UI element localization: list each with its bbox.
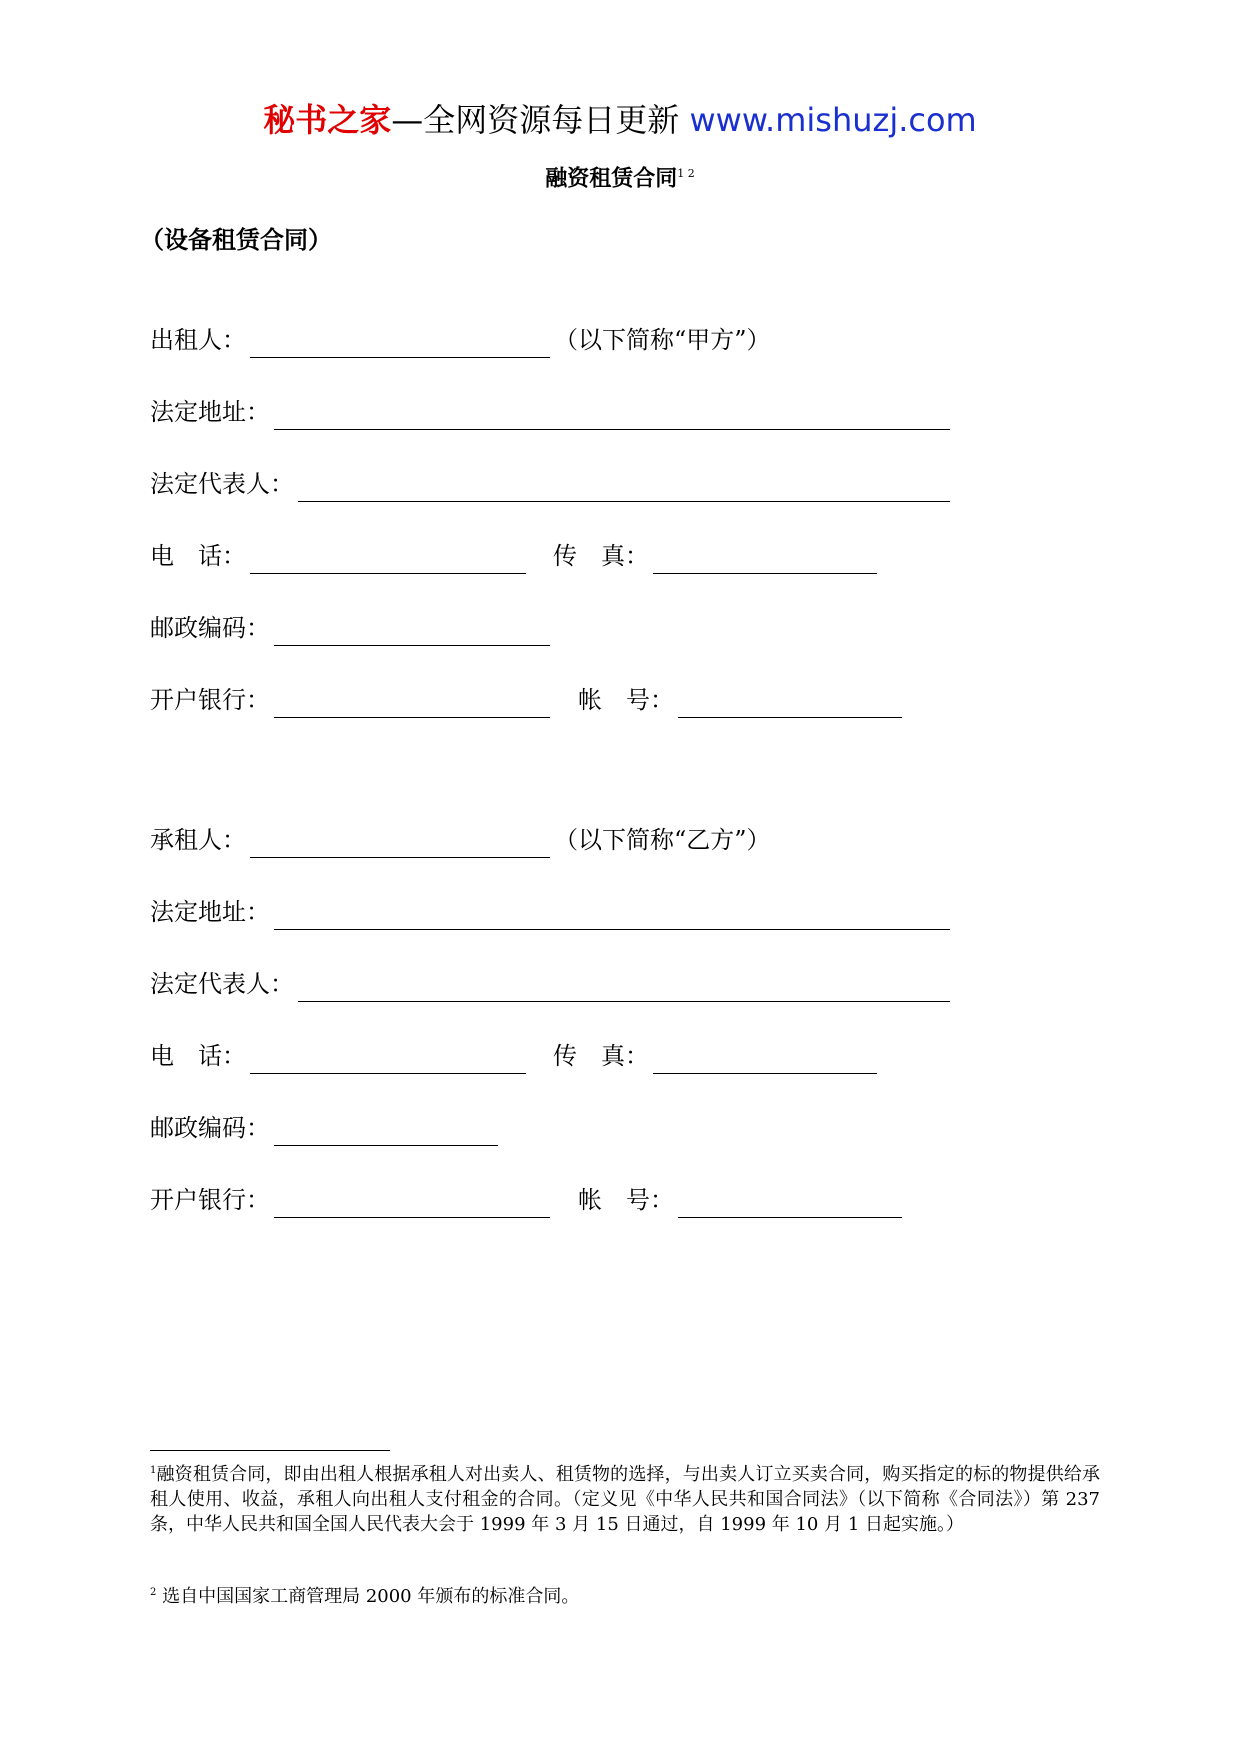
document-subtitle: （设备租赁合同） — [140, 225, 332, 254]
lessor-bank-blank[interactable] — [274, 689, 550, 718]
lessee-account-blank[interactable] — [678, 1189, 902, 1218]
document-title — [0, 158, 1240, 194]
lessor-phone-label: 电 话： — [150, 542, 246, 570]
lessee-name-label: 承租人： — [150, 826, 246, 854]
site-banner — [0, 96, 1240, 144]
lessor-fax-label: 传 真： — [553, 542, 649, 570]
lessee-name-blank[interactable] — [250, 829, 550, 858]
lessor-postcode-field — [150, 610, 550, 646]
lessee-address-label: 法定地址： — [150, 898, 270, 926]
lessee-fax-label: 传 真： — [553, 1042, 649, 1070]
footnote-1 — [150, 1458, 1100, 1537]
lessor-name-label: 出租人： — [150, 326, 246, 354]
lessee-postcode-label: 邮政编码： — [150, 1114, 270, 1142]
lessor-account-field — [578, 682, 902, 718]
document-title-text: 融资租赁合同 — [545, 165, 678, 192]
footnote-2-mark: 2 — [150, 1587, 157, 1598]
title-footnote-refs: 1 2 — [677, 167, 695, 180]
lessor-bank-label: 开户银行： — [150, 686, 270, 714]
lessee-bank-label: 开户银行： — [150, 1186, 270, 1214]
lessee-name-suffix: （以下简称“乙方”） — [554, 826, 771, 854]
lessor-name-field — [150, 322, 771, 358]
lessee-representative-label: 法定代表人： — [150, 970, 294, 998]
lessee-address-blank[interactable] — [274, 901, 950, 930]
lessor-bank-field — [150, 682, 550, 718]
lessor-representative-label: 法定代表人： — [150, 470, 294, 498]
lessee-phone-blank[interactable] — [250, 1045, 526, 1074]
lessor-address-blank[interactable] — [274, 401, 950, 430]
banner-slogan: —全网资源每日更新 — [391, 101, 690, 139]
lessor-fax-field — [553, 538, 877, 574]
lessor-account-blank[interactable] — [678, 689, 902, 718]
lessor-fax-blank[interactable] — [653, 545, 877, 574]
lessee-representative-blank[interactable] — [298, 973, 950, 1002]
footnote-1-text: 融资租赁合同，即由出租人根据承租人对出卖人、租赁物的选择，与出卖人订立买卖合同，购买指定的标的物提供给承租人使用、收益，承租人向出租人支付租金的合同。（定义见《中华人民共和国合同法》（以下简称《合同法》）第 237 条，中华人民共和国全国人民代表大会于 1999 年 3 月 15 日通过，自 1999 年 10 月 1 日起实施。） — [150, 1464, 1100, 1535]
footnote-2 — [150, 1580, 1100, 1609]
lessor-address-label: 法定地址： — [150, 398, 270, 426]
footnote-2-text: 选自中国国家工商管理局 2000 年颁布的标准合同。 — [156, 1586, 580, 1607]
lessor-name-suffix: （以下简称“甲方”） — [554, 326, 771, 354]
lessor-postcode-label: 邮政编码： — [150, 614, 270, 642]
lessor-representative-field — [150, 466, 950, 502]
lessee-postcode-field — [150, 1110, 498, 1146]
lessor-phone-field — [150, 538, 526, 574]
lessee-account-label: 帐 号： — [578, 1186, 674, 1214]
lessee-fax-field — [553, 1038, 877, 1074]
lessor-postcode-blank[interactable] — [274, 617, 550, 646]
lessor-representative-blank[interactable] — [298, 473, 950, 502]
lessor-phone-blank[interactable] — [250, 545, 526, 574]
lessor-account-label: 帐 号： — [578, 686, 674, 714]
lessee-phone-label: 电 话： — [150, 1042, 246, 1070]
footnote-1-mark: 1 — [150, 1465, 157, 1476]
lessee-name-field — [150, 822, 771, 858]
lessee-bank-blank[interactable] — [274, 1189, 550, 1218]
lessee-phone-field — [150, 1038, 526, 1074]
lessee-bank-field — [150, 1182, 550, 1218]
lessee-address-field — [150, 894, 950, 930]
lessee-representative-field — [150, 966, 950, 1002]
footnote-separator — [150, 1450, 390, 1451]
lessee-fax-blank[interactable] — [653, 1045, 877, 1074]
lessor-name-blank[interactable] — [250, 329, 550, 358]
lessee-postcode-blank[interactable] — [274, 1117, 498, 1146]
lessor-address-field — [150, 394, 950, 430]
lessee-account-field — [578, 1182, 902, 1218]
banner-brand: 秘书之家 — [263, 101, 392, 139]
banner-url[interactable]: www.mishuzj.com — [689, 101, 977, 139]
